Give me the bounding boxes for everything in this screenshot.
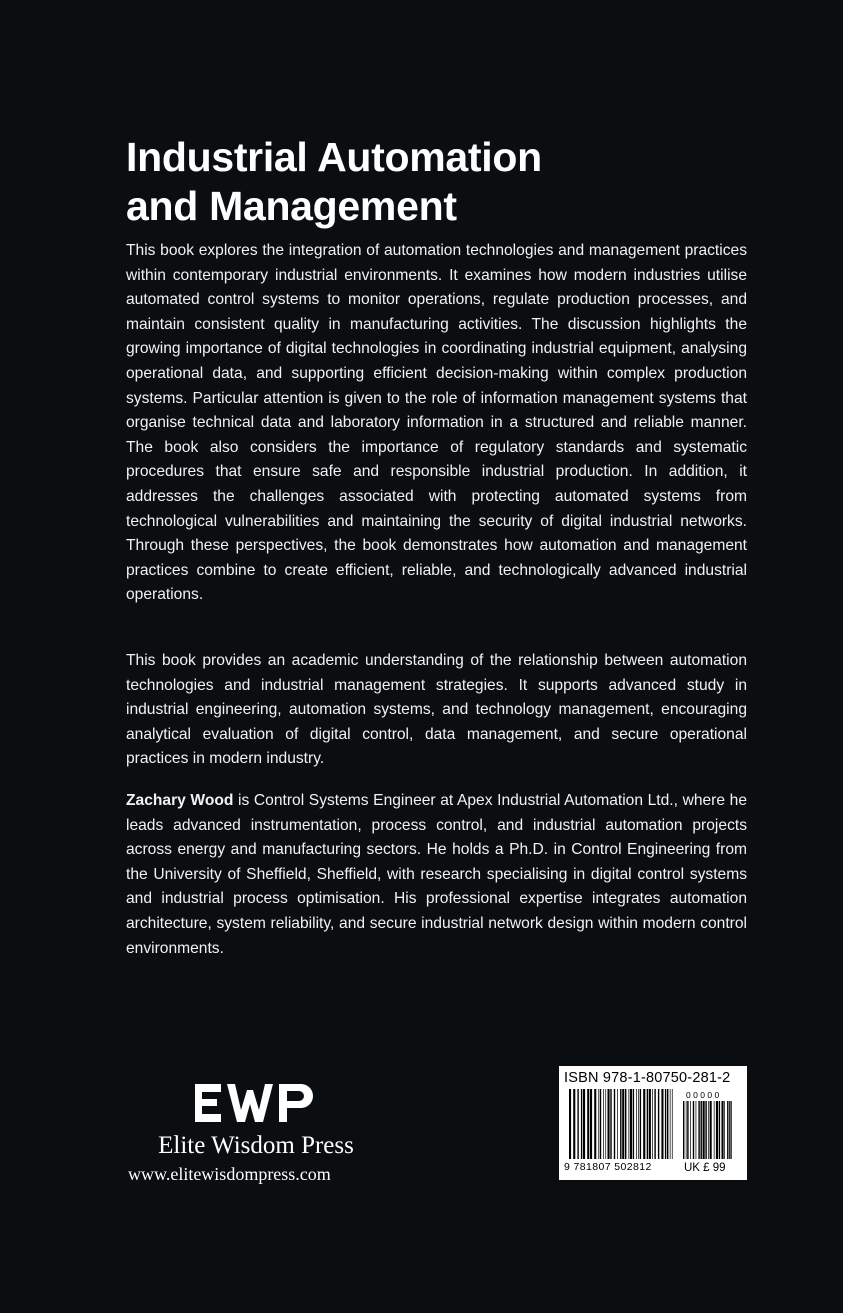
addon-barcode bbox=[683, 1101, 735, 1159]
author-name: Zachary Wood bbox=[126, 792, 234, 809]
academic-note: This book provides an academic understanding of the relationship between automation technologies and industrial management strategies. It supports advanced study in industrial engineering, automation systems, and technology management, encouraging analytical evaluation of digital control, data management, and secure operational practices in modern industry. bbox=[126, 652, 747, 768]
publisher-block bbox=[126, 1080, 386, 1185]
publisher-name: Elite Wisdom Press bbox=[158, 1132, 354, 1159]
isbn-barcode bbox=[569, 1089, 674, 1159]
ewp-logo-icon bbox=[193, 1080, 319, 1126]
addon-digits: 00000 bbox=[686, 1090, 722, 1100]
barcode-digits: 9 781807 502812 bbox=[564, 1161, 652, 1173]
author-bio bbox=[126, 789, 747, 961]
price-label: UK £ 99 bbox=[684, 1162, 726, 1174]
book-title bbox=[126, 133, 766, 231]
author-bio-text: is Control Systems Engineer at Apex Industrial Automation Ltd., where he leads advanced instrumentation, process control, and industrial automation projects across energy and manufacturing sectors. He holds a Ph.D. in Control Engineering from the University of Sheffield, Sheffield, with research specialising in digital control systems and industrial process optimisation. His professional expertise integrates automation architecture, system reliability, and secure industrial network design within modern control environments. bbox=[126, 792, 747, 957]
publisher-url: www.elitewisdompress.com bbox=[128, 1164, 331, 1184]
isbn-barcode-box bbox=[559, 1066, 747, 1180]
book-title-line-1: Industrial Automation bbox=[126, 134, 542, 180]
book-title-line-2: and Management bbox=[126, 183, 457, 229]
isbn-label: ISBN 978-1-80750-281-2 bbox=[564, 1070, 731, 1086]
book-description: This book explores the integration of automation technologies and management practices within contemporary industrial environments. It examines how modern industries utilise automated control systems to monitor operations, regulate production processes, and maintain consistent quality in manufacturing activities. The discussion highlights the growing importance of digital technologies in coordinating industrial equipment, analysing operational data, and supporting efficient decision-making within complex production systems. Particular attention is given to the role of information management systems that organise technical data and laboratory information in a structured and reliable manner. The book also considers the importance of regulatory standards and systematic procedures that ensure safe and responsible industrial production. In addition, it addresses the challenges associated with protecting automated systems from technological vulnerabilities and maintaining the security of digital industrial networks. Through these perspectives, the book demonstrates how automation and management practices combine to create efficient, reliable, and technologically advanced industrial operations. bbox=[126, 242, 747, 604]
